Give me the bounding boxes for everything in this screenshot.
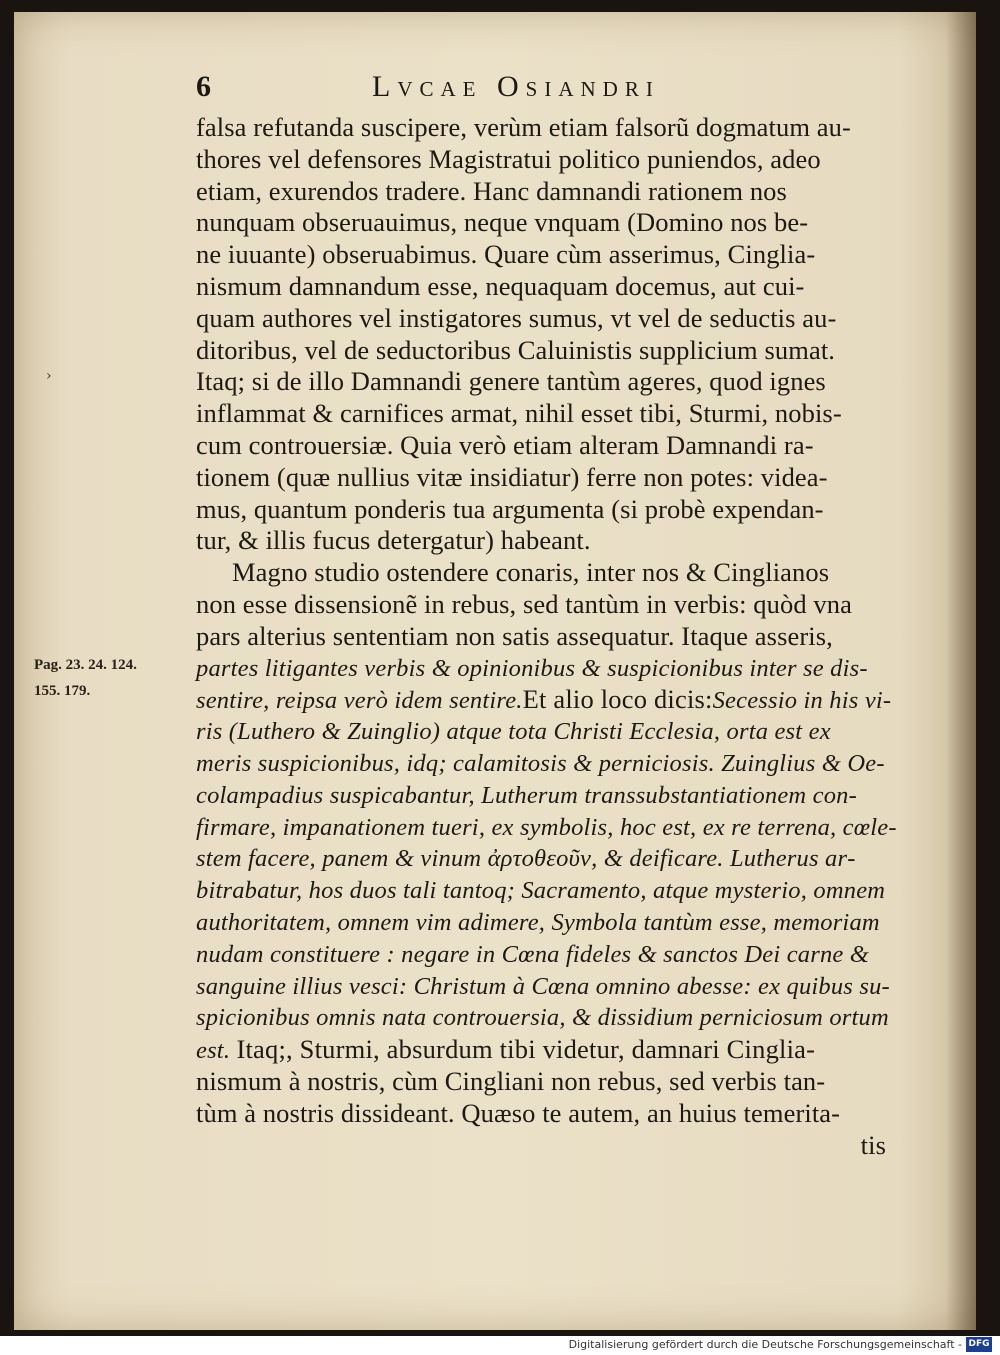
quotation-line: ris (Luthero & Zuinglio) atque tota Christi Ecclesia, orta est ex bbox=[196, 718, 831, 746]
running-head bbox=[196, 68, 916, 112]
quotation-line: authoritatem, omnem vim adimere, Symbola tantùm esse, memoriam bbox=[196, 908, 880, 936]
text-line: mus, quantum ponderis tua argumenta (si probè expendan‑ bbox=[196, 493, 824, 524]
quotation-line: nudam constituere : negare in Cœna fideles & sanctos Dei carne & bbox=[196, 940, 870, 968]
text-line: cum controuersiæ. Quia verò etiam alteram Damnandi ra‑ bbox=[196, 429, 814, 460]
quotation-segment: est. bbox=[196, 1037, 231, 1065]
funding-notice: Digitalisierung gefördert durch die Deutsche Forschungsgemeinschaft - bbox=[568, 1338, 962, 1351]
quotation-line: meris suspicionibus, idq; calamitosis & perniciosis. Zuinglius & Oe‑ bbox=[196, 749, 885, 777]
margin-reference-line: 155. 179. bbox=[34, 683, 91, 699]
text-line: falsa refutanda suscipere, verùm etiam falsorũ dogmatum au‑ bbox=[196, 112, 851, 142]
quotation-segment: sentire, reipsa verò idem sentire. bbox=[196, 687, 523, 715]
text-line: non esse dissensionẽ in rebus, sed tantùm in verbis: quòd vna bbox=[196, 588, 852, 619]
quotation-line: spicionibus omnis nata controuersia, & dissidium perniciosum ortum bbox=[196, 1004, 889, 1032]
quotation-segment: Secessio in his vi‑ bbox=[712, 687, 892, 715]
text-line: tionem (quæ nullius vitæ insidiatur) ferre non potes: videa‑ bbox=[196, 461, 828, 492]
mixed-line bbox=[196, 684, 896, 716]
text-segment: Et alio loco dicis: bbox=[522, 684, 713, 715]
text-line: Itaq; si de illo Damnandi genere tantùm ageres, quod ignes bbox=[196, 366, 826, 397]
text-line: ditoribus, vel de seductoribus Caluinistis supplicium sumat. bbox=[196, 334, 836, 365]
text-line: pars alterius sententiam non satis assequatur. Itaque asseris, bbox=[196, 620, 833, 651]
text-line: tùm à nostris dissideant. Quæso te autem, an huius temerita‑ bbox=[196, 1097, 841, 1128]
page-spine-shadow bbox=[946, 12, 976, 1330]
running-head-title: Lvcae Osiandri bbox=[372, 70, 660, 103]
body-text bbox=[196, 112, 896, 1161]
quotation-line: partes litigantes verbis & opinionibus & suspicionibus inter se dis‑ bbox=[196, 654, 868, 682]
dfg-logo: DFG bbox=[966, 1337, 992, 1352]
margin-reference bbox=[34, 652, 184, 704]
margin-mark: › bbox=[46, 368, 52, 384]
text-line: nismum damnandum esse, nequaquam docemus, aut cui‑ bbox=[196, 270, 805, 301]
text-segment: Itaq;, Sturmi, absurdum tibi videtur, damnari Cinglia‑ bbox=[236, 1034, 816, 1065]
text-line: nunquam obseruauimus, neque vnquam (Domino nos be‑ bbox=[196, 207, 809, 238]
text-line: etiam, exurendos tradere. Hanc damnandi rationem nos bbox=[196, 175, 787, 206]
text-line: ne iuuante) obseruabimus. Quare cùm asserimus, Cinglia‑ bbox=[196, 239, 816, 270]
catchword: tis bbox=[860, 1129, 886, 1160]
text-line: quam authores vel instigatores sumus, vt vel de seductis au‑ bbox=[196, 302, 837, 333]
page-number: 6 bbox=[196, 70, 211, 103]
quotation-line: bitrabatur, hos duos tali tantoq; Sacramento, atque mysterio, omnem bbox=[196, 877, 886, 905]
quotation-line: colampadius suspicabantur, Lutherum transsubstantiationem con‑ bbox=[196, 781, 857, 809]
mixed-line bbox=[196, 1034, 896, 1066]
quotation-line: sanguine illius vesci: Christum à Cœna omnino abesse: ex quibus su‑ bbox=[196, 972, 890, 1000]
text-line: thores vel defensores Magistratui politico puniendos, adeo bbox=[196, 143, 821, 174]
quotation-line: stem facere, panem & vinum ἀρτοθεοῦν, & deificare. Lutherus ar‑ bbox=[196, 845, 856, 873]
text-line: inflammat & carnifices armat, nihil esset tibi, Sturmi, nobis‑ bbox=[196, 398, 842, 429]
paragraph-first-line: Magno studio ostendere conaris, inter nos & Cinglianos bbox=[232, 557, 830, 588]
margin-reference-line: Pag. 23. 24. 124. bbox=[34, 657, 137, 673]
text-line: nismum à nostris, cùm Cingliani non rebus, sed verbis tan‑ bbox=[196, 1065, 826, 1096]
footer-bar bbox=[0, 1336, 1000, 1355]
quotation-line: firmare, impanationem tueri, ex symbolis, hoc est, ex re terrena, cœle‑ bbox=[196, 813, 897, 841]
text-line: tur, & illis fucus detergatur) habeant. bbox=[196, 525, 591, 556]
